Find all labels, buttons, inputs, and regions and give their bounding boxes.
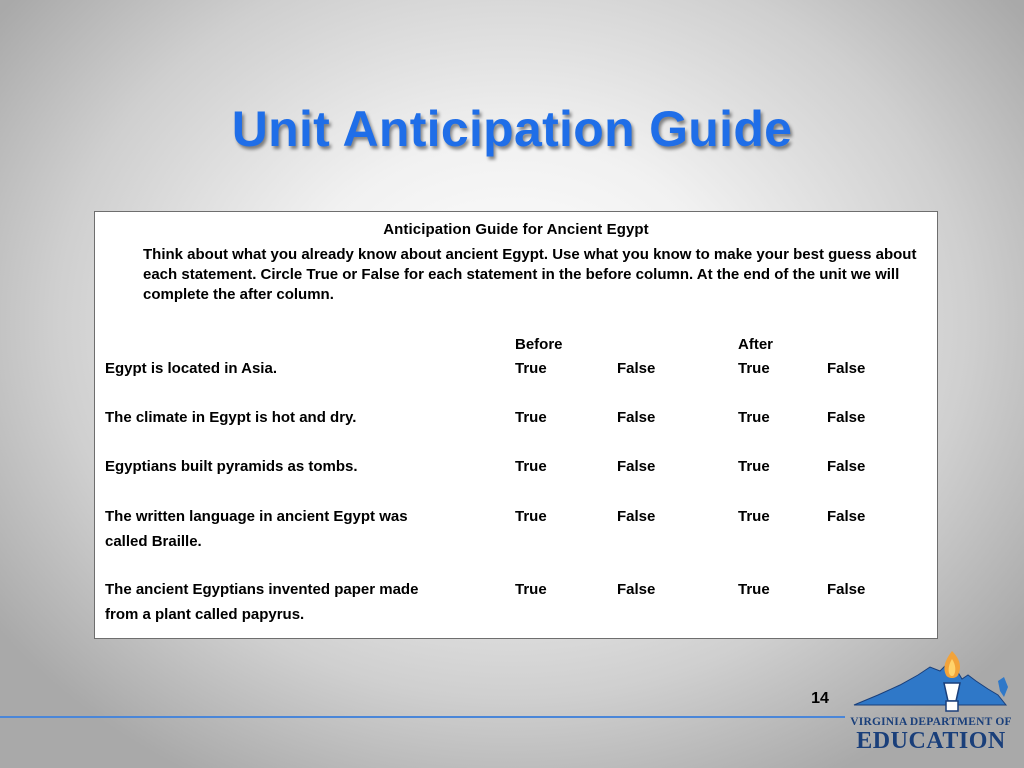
statement-text: Egypt is located in Asia.	[105, 360, 277, 377]
anticipation-guide-box	[94, 211, 938, 639]
after-true-option[interactable]: True	[738, 508, 770, 525]
after-true-option[interactable]: True	[738, 409, 770, 426]
after-false-option[interactable]: False	[827, 360, 866, 377]
slide-title: Unit Anticipation Guide	[231, 101, 793, 157]
before-false-option[interactable]: False	[617, 360, 656, 377]
page-number: 14	[811, 690, 829, 707]
before-true-option[interactable]: True	[515, 581, 547, 598]
logo-text-education: EDUCATION	[856, 728, 1006, 754]
after-false-option[interactable]: False	[827, 508, 866, 525]
after-true-option[interactable]: True	[738, 458, 770, 475]
before-true-option[interactable]: True	[515, 360, 547, 377]
before-true-option[interactable]: True	[515, 458, 547, 475]
statement-text: The climate in Egypt is hot and dry.	[105, 409, 357, 426]
logo-text-department: VIRGINIA DEPARTMENT OF	[850, 716, 1012, 728]
after-false-option[interactable]: False	[827, 409, 866, 426]
before-false-option[interactable]: False	[617, 458, 656, 475]
before-false-option[interactable]: False	[617, 508, 656, 525]
statement-text: The written language in ancient Egypt was called Braille.	[105, 508, 408, 550]
before-false-option[interactable]: False	[617, 581, 656, 598]
guide-instructions: Think about what you already know about ancient Egypt. Use what you know to make your best guess about each statement. Circle True or False for each statement in the before column. At the end of the unit we will complete the after column.	[143, 246, 917, 303]
after-column-header: After	[738, 336, 774, 353]
statement-text: The ancient Egyptians invented paper made from a plant called papyrus.	[105, 581, 419, 623]
statement-text: Egyptians built pyramids as tombs.	[105, 458, 358, 475]
after-false-option[interactable]: False	[827, 581, 866, 598]
virginia-torch-icon	[848, 645, 1014, 715]
vdoe-logo	[848, 645, 1014, 758]
before-true-option[interactable]: True	[515, 409, 547, 426]
after-false-option[interactable]: False	[827, 458, 866, 475]
before-true-option[interactable]: True	[515, 508, 547, 525]
guide-heading: Anticipation Guide for Ancient Egypt	[383, 221, 649, 238]
after-true-option[interactable]: True	[738, 360, 770, 377]
before-column-header: Before	[515, 336, 563, 353]
after-true-option[interactable]: True	[738, 581, 770, 598]
footer-rule	[0, 716, 845, 718]
before-false-option[interactable]: False	[617, 409, 656, 426]
